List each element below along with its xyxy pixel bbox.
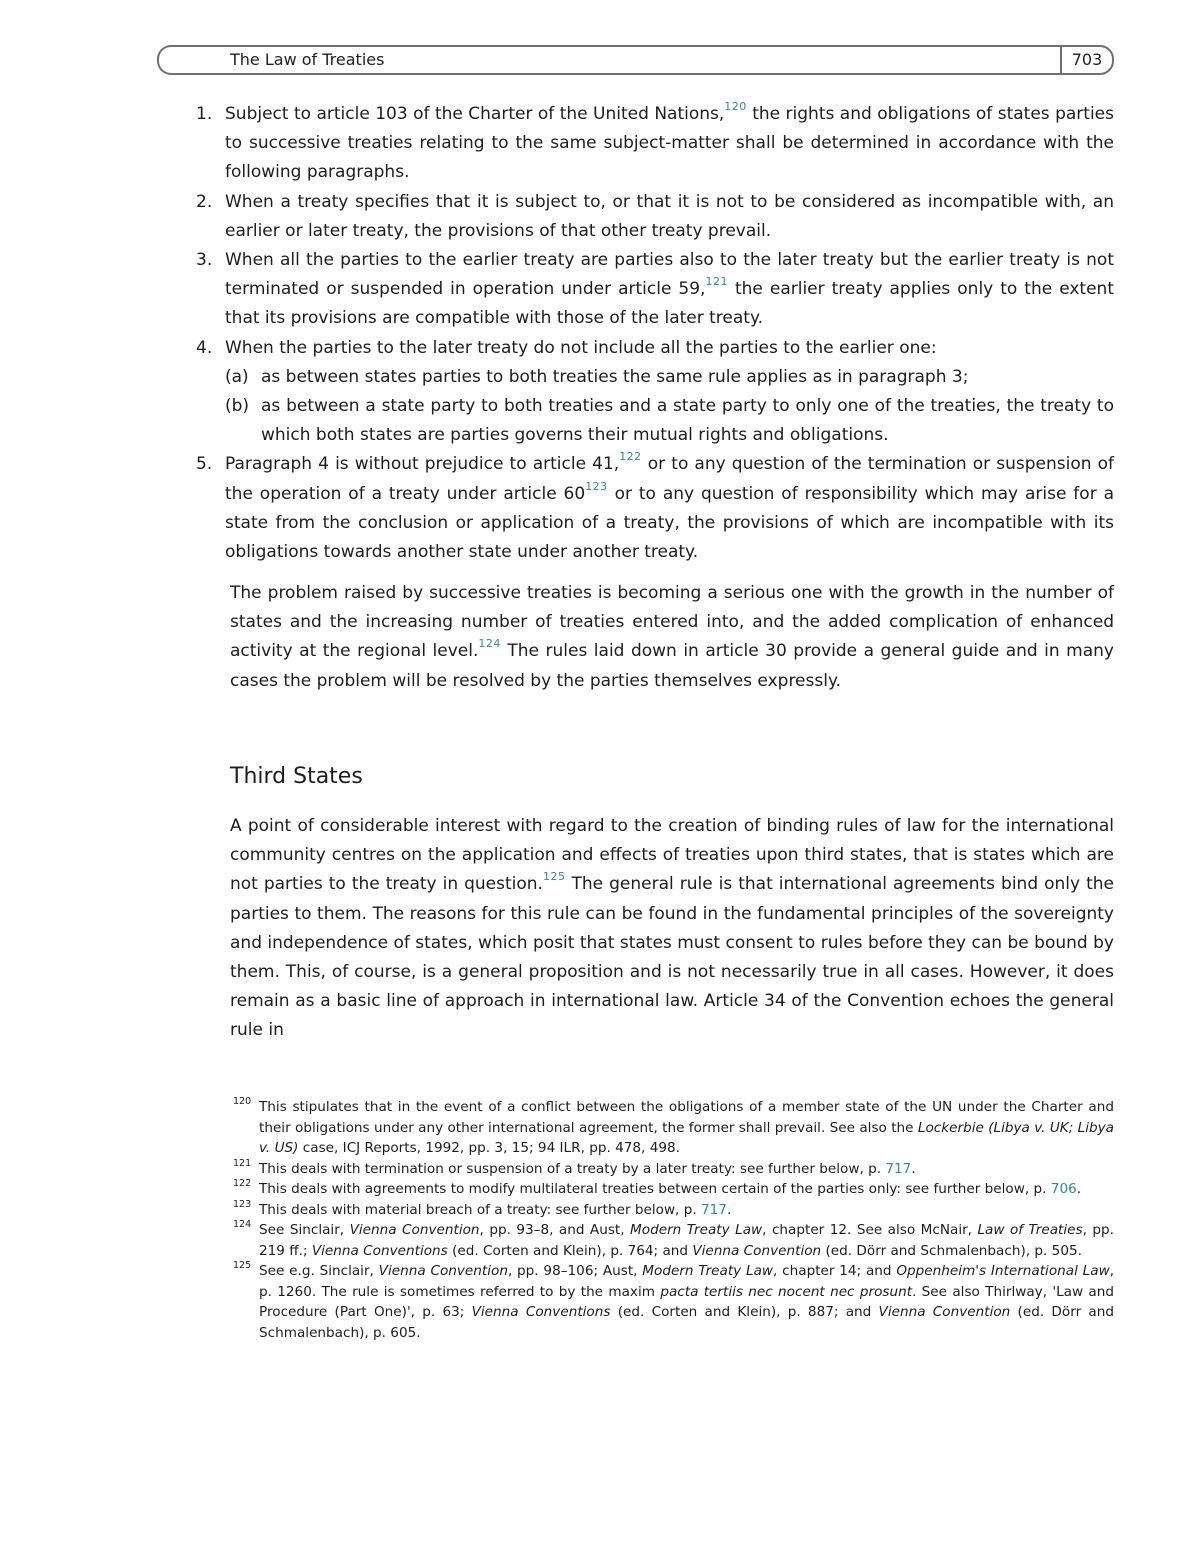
footnote-text: , chapter 14; and bbox=[773, 1263, 897, 1279]
footnote-ref-124[interactable]: 124 bbox=[478, 637, 501, 651]
footnote-text: This deals with agreements to modify multilateral treaties between certain of the parties only: see further below, p. bbox=[259, 1181, 1051, 1197]
paragraph-text: A point of considerable interest with regard to the creation of binding rules of law for the international community centres on the application and effects of treaties upon third states, that is states which are not parties to the treaty in question. bbox=[230, 816, 1114, 895]
book-title: Law of Treaties bbox=[977, 1222, 1083, 1238]
book-title: Vienna Convention bbox=[349, 1222, 480, 1238]
footnote-text: (ed. Corten and Klein), p. 764; and bbox=[447, 1242, 693, 1259]
footnote-number: 120 bbox=[233, 1096, 252, 1107]
list-item-4 bbox=[196, 334, 1114, 451]
footnote-ref-122[interactable]: 122 bbox=[619, 450, 642, 464]
article-30-list bbox=[196, 100, 1114, 567]
footnote-120 bbox=[230, 1097, 1114, 1159]
book-title: Vienna Conventions bbox=[311, 1242, 448, 1259]
list-text: or to any question of the termination or suspension of the operation of a treaty under article 60 bbox=[225, 454, 1115, 504]
footnote-number: 124 bbox=[233, 1219, 252, 1230]
footnote-text: This deals with termination or suspension of a treaty by a later treaty: see further below, p. bbox=[259, 1160, 886, 1177]
footnote-text: case, ICJ Reports, 1992, pp. 3, 15; 94 ILR, pp. 478, 498. bbox=[298, 1140, 680, 1156]
footnote-text: This stipulates that in the event of a conflict between the obligations of a member state of the UN under the Charter and their obligations under any other international agreement, the former shall prevail. See also the bbox=[259, 1099, 1114, 1136]
page-number: 703 bbox=[1060, 45, 1114, 75]
book-title: Vienna Convention bbox=[692, 1242, 822, 1259]
sub-number: (a) bbox=[225, 366, 249, 387]
list-text: the earlier treaty applies only to the extent that its provisions are compatible with those of the later treaty. bbox=[225, 279, 1114, 329]
list-text: When all the parties to the earlier treaty are parties also to the later treaty but the earlier treaty is not terminated or suspended in operation under article 59, bbox=[225, 250, 1114, 300]
list-number: 1. bbox=[196, 104, 213, 124]
header-title: The Law of Treaties bbox=[230, 50, 385, 69]
list-item-1 bbox=[196, 100, 1114, 188]
footnote-number: 125 bbox=[233, 1260, 252, 1271]
paragraph-text: The rules laid down in article 30 provide a general guide and in many cases the problem will be resolved by the parties themselves expressly. bbox=[230, 641, 1114, 691]
list-text: Subject to article 103 of the Charter of the United Nations, bbox=[225, 104, 725, 124]
book-title: Vienna Convention bbox=[378, 1263, 508, 1279]
footnote-text: , p. 1260. The rule is sometimes referred to by the maxim bbox=[259, 1263, 1115, 1300]
footnote-text: . bbox=[726, 1201, 732, 1218]
sub-item-b bbox=[225, 392, 1114, 450]
footnote-125 bbox=[230, 1261, 1114, 1343]
paragraph-text: The problem raised by successive treaties is becoming a serious one with the growth in the number of states and the increasing number of treaties entered into, and the added complication of enhanced activity at the regional level. bbox=[230, 583, 1114, 662]
book-title: Modern Treaty Law bbox=[642, 1263, 774, 1279]
list-item-5 bbox=[196, 450, 1114, 567]
book-title: Oppenheim's International Law bbox=[896, 1263, 1110, 1279]
footnote-text: See Sinclair, bbox=[259, 1222, 350, 1238]
footnote-number: 123 bbox=[233, 1198, 252, 1210]
footnote-text: , pp. 219 ff.; bbox=[259, 1222, 1114, 1259]
sub-list bbox=[225, 363, 1114, 451]
footnote-text: (ed. Dörr and Schmalenbach), p. 605. bbox=[259, 1304, 1114, 1341]
list-text: Paragraph 4 is without prejudice to article 41, bbox=[225, 454, 620, 475]
sub-item-a bbox=[225, 363, 1114, 392]
footnote-text: . bbox=[911, 1160, 916, 1177]
sub-text: as between states parties to both treaties the same rule applies as in paragraph 3; bbox=[261, 366, 969, 387]
body-paragraph-1 bbox=[230, 579, 1114, 696]
running-header bbox=[157, 45, 1118, 73]
footnote-text: , pp. 93–8, and Aust, bbox=[479, 1222, 631, 1238]
sub-number: (b) bbox=[225, 396, 250, 417]
book-title: Modern Treaty Law bbox=[630, 1222, 763, 1238]
footnote-text: (ed. Dörr and Schmalenbach), p. 505. bbox=[821, 1242, 1082, 1259]
footnote-ref-121[interactable]: 121 bbox=[705, 275, 728, 289]
case-name: Lockerbie (Libya v. UK; Libya v. US) bbox=[259, 1119, 1114, 1156]
list-number: 3. bbox=[196, 250, 213, 271]
footnote-ref-120[interactable]: 120 bbox=[724, 100, 747, 113]
footnote-number: 122 bbox=[233, 1178, 252, 1189]
list-text: When a treaty specifies that it is subject to, or that it is not to be considered as incompatible with, an earlier or later treaty, the provisions of that other treaty prevail. bbox=[225, 191, 1114, 241]
footnote-121 bbox=[230, 1159, 1114, 1180]
list-text: When the parties to the later treaty do not include all the parties to the earlier one: bbox=[225, 337, 937, 358]
footnote-text: See e.g. Sinclair, bbox=[259, 1263, 379, 1279]
footnote-text: , pp. 98–106; Aust, bbox=[507, 1263, 643, 1279]
page-link[interactable]: 706 bbox=[1050, 1181, 1077, 1197]
paragraph-text: The general rule is that international agreements bind only the parties to them. The reasons for this rule can be found in the fundamental principles of the sovereignty and independence of states, which posit that states must consent to rules before they can be bound by them. This, of course, is a general proposition and is not necessarily true in all cases. However, it does remain as a basic line of approach in international law. Article 34 of the Convention echoes the general rule in bbox=[230, 874, 1114, 1041]
list-number: 4. bbox=[196, 337, 213, 358]
footnote-text: . See also Thirlway, 'Law and Procedure (Part One)', p. 63; bbox=[259, 1283, 1114, 1320]
footnote-123 bbox=[230, 1200, 1114, 1221]
list-text: or to any question of responsibility which may arise for a state from the conclusion or application of a treaty, the provisions of which are incompatible with its obligations towards another state under another treaty. bbox=[225, 483, 1114, 563]
footnote-text: . bbox=[1076, 1181, 1082, 1197]
body-paragraph-2 bbox=[230, 812, 1114, 1046]
footnote-ref-123[interactable]: 123 bbox=[585, 479, 608, 493]
footnotes bbox=[230, 1097, 1114, 1343]
list-item-2 bbox=[196, 188, 1114, 246]
book-title: Vienna Conventions bbox=[471, 1304, 611, 1320]
footnote-text: (ed. Corten and Klein), p. 887; and bbox=[610, 1304, 879, 1320]
section-heading: Third States bbox=[230, 764, 363, 789]
footnote-122 bbox=[230, 1179, 1114, 1200]
footnote-text: , chapter 12. See also McNair, bbox=[762, 1222, 978, 1238]
list-number: 2. bbox=[196, 191, 213, 212]
page-link[interactable]: 717 bbox=[885, 1160, 912, 1177]
footnote-number: 121 bbox=[233, 1157, 252, 1169]
sub-text: as between a state party to both treaties and a state party to only one of the treaties, the treaty to which both states are parties governs their mutual rights and obligations. bbox=[261, 396, 1114, 446]
footnote-ref-125[interactable]: 125 bbox=[542, 870, 566, 884]
latin-maxim: pacta tertiis nec nocent nec prosunt bbox=[660, 1283, 913, 1300]
footnote-text: This deals with material breach of a treaty: see further below, p. bbox=[259, 1201, 701, 1218]
list-number: 5. bbox=[196, 454, 213, 475]
book-title: Vienna Convention bbox=[878, 1304, 1011, 1320]
list-text: the rights and obligations of states parties to successive treaties relating to the same subject-matter shall be determined in accordance with the following paragraphs. bbox=[225, 104, 1114, 183]
page-link[interactable]: 717 bbox=[700, 1201, 727, 1218]
list-item-3 bbox=[196, 246, 1114, 334]
footnote-124 bbox=[230, 1220, 1114, 1261]
